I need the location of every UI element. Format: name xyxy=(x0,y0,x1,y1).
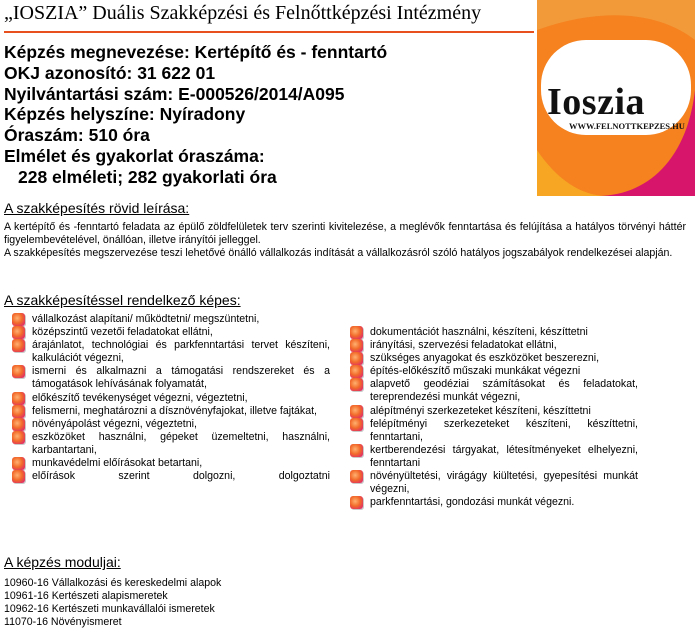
training-name: Képzés megnevezése: Kertépítő és - fenntartó xyxy=(4,42,388,62)
list-item: eszközöket használni, gépeket üzemeltetni, használni, karbantartani, xyxy=(12,431,330,457)
competencies-heading: A szakképesítéssel rendelkező képes: xyxy=(4,292,241,308)
list-item: munkavédelmi előírásokat betartani, xyxy=(12,457,330,470)
bullet-icon xyxy=(350,444,363,457)
modules-list xyxy=(4,577,221,629)
list-item: növényültetési, virágágy kiültetési, gyepesítési munkát végezni, xyxy=(350,470,638,496)
bullet-icon xyxy=(12,313,25,326)
module-item: 10960-16 Vállalkozási és kereskedelmi alapok xyxy=(4,577,222,589)
bullet-icon xyxy=(12,470,25,483)
logo-url: WWW.FELNOTTKEPZES.HU xyxy=(569,121,685,131)
bullet-icon xyxy=(350,418,363,431)
list-item: irányítási, szervezési feladatokat ellátni, xyxy=(350,339,638,352)
hours-breakdown-label: Elmélet és gyakorlat óraszáma: xyxy=(4,145,265,166)
list-item: parkfenntartási, gondozási munkát végezni. xyxy=(350,496,638,509)
list-item: dokumentációt használni, készíteni, készíttetni xyxy=(350,326,638,339)
list-item: növényápolást végezni, végeztetni, xyxy=(12,418,330,431)
competencies-right-list xyxy=(350,326,638,509)
bullet-icon xyxy=(12,392,25,405)
competencies-left-list xyxy=(12,313,330,483)
bullet-icon xyxy=(12,339,25,352)
institution-title: „IOSZIA” Duális Szakképzési és Felnőttképzési Intézmény xyxy=(4,2,534,33)
description-paragraph: A szakképesítés megszervezése teszi lehetővé önálló vállalkozás indítását a vállalkozásról szóló hatályos jogszabályok rendelkezései alapján. xyxy=(4,247,673,259)
list-item: alépítményi szerkezeteket készíteni, készíttetni xyxy=(350,405,638,418)
description-heading: A szakképesítés rövid leírása: xyxy=(4,200,190,216)
bullet-icon xyxy=(12,431,25,444)
training-info xyxy=(4,42,534,188)
list-item: szükséges anyagokat és eszközöket beszerezni, xyxy=(350,352,638,365)
bullet-icon xyxy=(350,405,363,418)
bullet-icon xyxy=(350,326,363,339)
module-item: 11070-16 Növényismeret xyxy=(4,616,122,628)
bullet-icon xyxy=(350,339,363,352)
bullet-icon xyxy=(350,352,363,365)
list-item: középszintű vezetői feladatokat ellátni, xyxy=(12,326,330,339)
training-location: Képzés helyszíne: Nyíradony xyxy=(4,104,246,125)
description-text xyxy=(4,221,686,260)
list-item: felépítményi szerkezeteket készíteni, készíttetni, fenntartani, xyxy=(350,418,638,444)
list-item: vállalkozást alapítani/ működtetni/ megszüntetni, xyxy=(12,313,330,326)
bullet-icon xyxy=(350,378,363,391)
list-item: előkészítő tevékenységet végezni, végeztetni, xyxy=(12,392,330,405)
logo-wordmark: Ioszia xyxy=(547,81,645,123)
bullet-icon xyxy=(350,365,363,378)
ioszia-logo xyxy=(537,0,695,196)
list-item: kertberendezési tárgyakat, létesítményeket elhelyezni, fenntartani xyxy=(350,444,638,470)
modules-heading: A képzés moduljai: xyxy=(4,554,121,570)
bullet-icon xyxy=(350,496,363,509)
bullet-icon xyxy=(12,457,25,470)
total-hours: Óraszám: 510 óra xyxy=(4,125,150,146)
okj-id: OKJ azonosító: 31 622 01 xyxy=(4,62,216,83)
bullet-icon xyxy=(12,405,25,418)
registration-number: Nyilvántartási szám: E-000526/2014/A095 xyxy=(4,83,345,104)
module-item: 10962-16 Kertészeti munkavállalói ismeretek xyxy=(4,603,215,615)
list-item: előírások szerint dolgozni, dolgoztatni xyxy=(12,470,330,483)
list-item: árajánlatot, technológiai és parkfenntartási tervet készíteni, kalkulációt végezni, xyxy=(12,339,330,365)
module-item: 10961-16 Kertészeti alapismeretek xyxy=(4,590,168,602)
bullet-icon xyxy=(12,326,25,339)
list-item: ismerni és alkalmazni a támogatási rendszereket és a támogatások lehívásának folyamatát, xyxy=(12,365,330,391)
description-paragraph: A kertépítő és -fenntartó feladata az épülő zöldfelületek terv szerinti kivitelezése, a meglévők fenntartása és felújítása a hatályos törvényi háttér figyelembevételével, önállóan, illetve irányítói jelleggel. xyxy=(4,221,686,246)
list-item: alapvető geodéziai számításokat és feladatokat, tereprendezési munkát végezni, xyxy=(350,378,638,404)
list-item: felismerni, meghatározni a dísznövényfajokat, illetve fajtákat, xyxy=(12,405,330,418)
bullet-icon xyxy=(12,365,25,378)
bullet-icon xyxy=(12,418,25,431)
bullet-icon xyxy=(350,470,363,483)
hours-breakdown: 228 elméleti; 282 gyakorlati óra xyxy=(18,166,277,187)
list-item: építés-előkészítő műszaki munkákat végezni xyxy=(350,365,638,378)
